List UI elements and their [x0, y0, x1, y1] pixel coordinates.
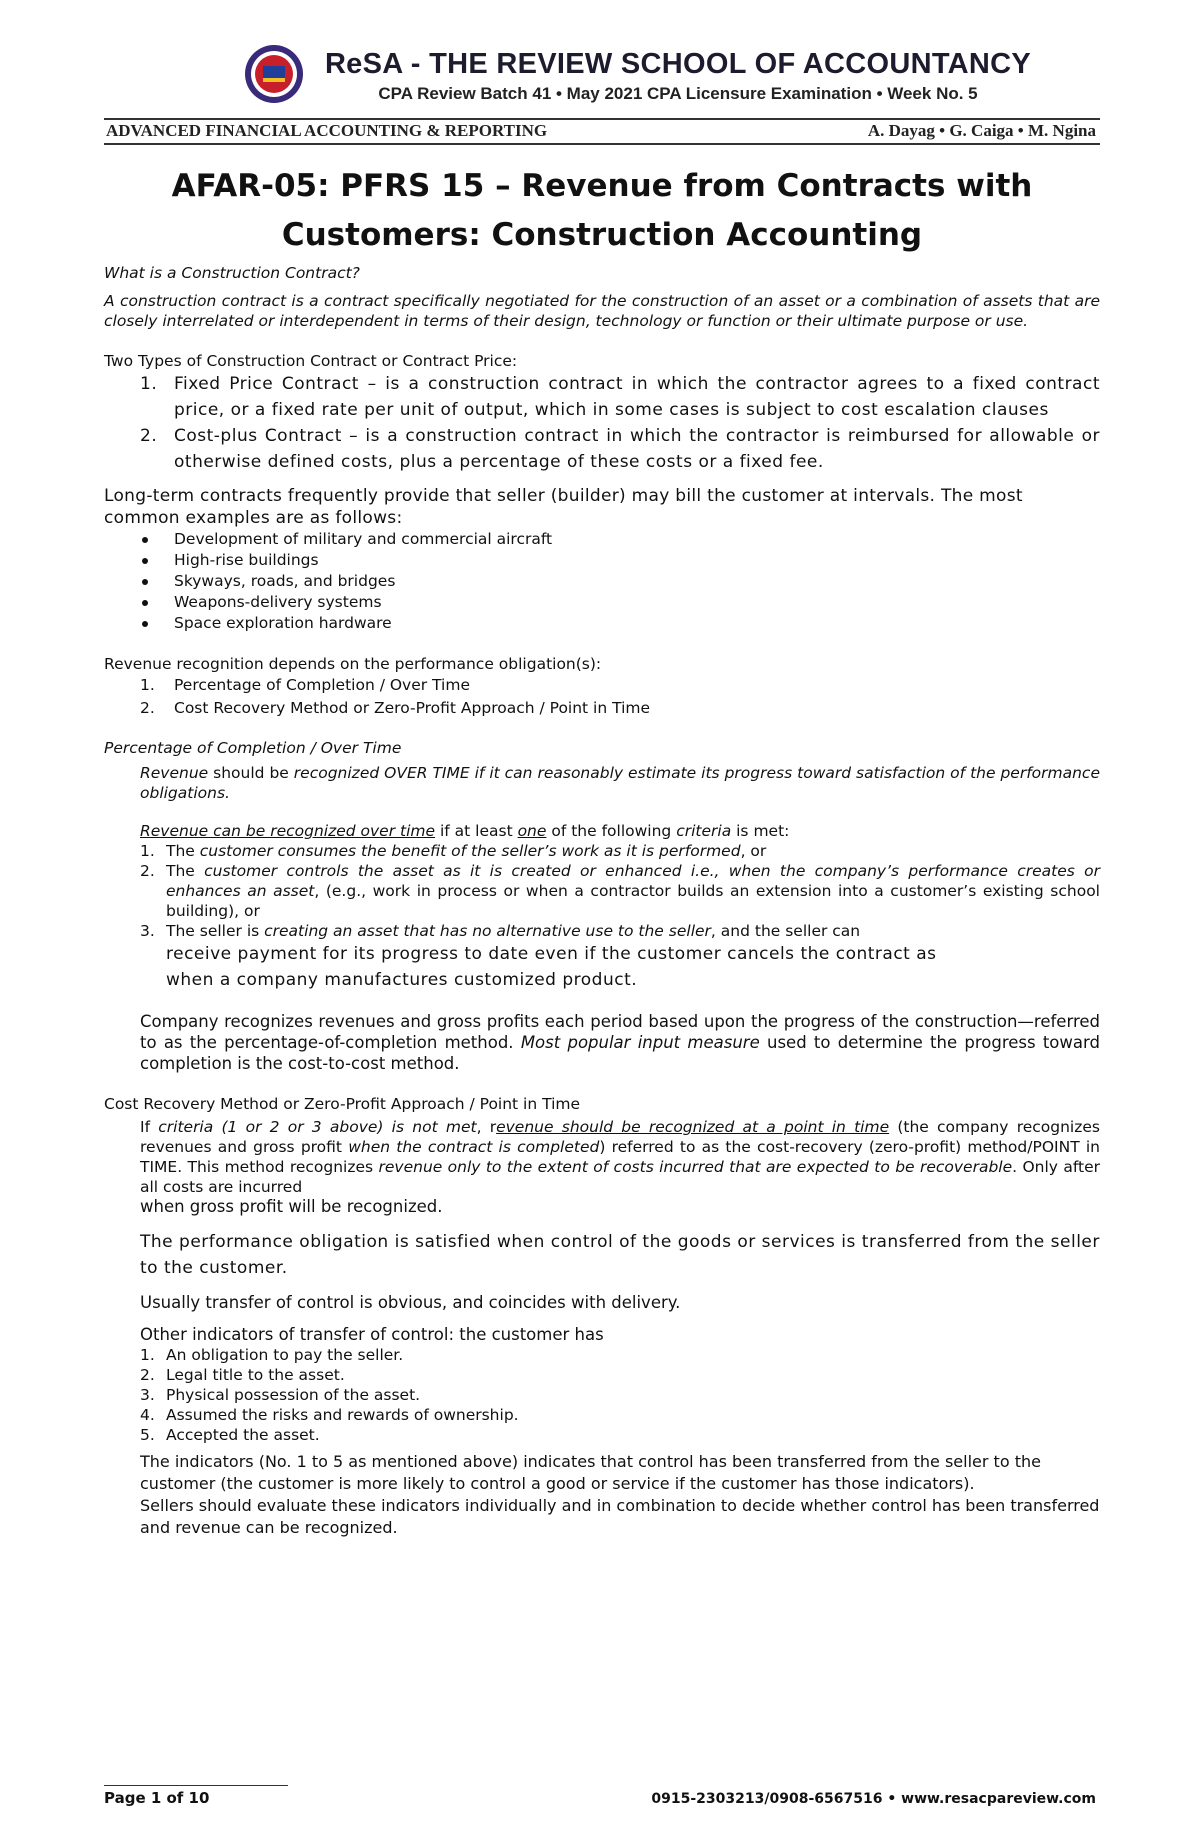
bullet-icon — [142, 600, 148, 606]
indicators-summary: The indicators (No. 1 to 5 as mentioned above) indicates that control has been transferred from the seller to the customer (the customer is more likely to control a good or service if the customer has those indicators). — [140, 1452, 1041, 1493]
list-item — [104, 571, 1100, 592]
document-body — [104, 263, 1100, 1539]
text-run: The seller is — [166, 922, 265, 940]
text-run: evenue should be recognized at a point in time — [496, 1118, 890, 1136]
text-run: creating an asset that has no alternative use to the seller — [264, 922, 711, 940]
list-text: Legal title to the asset. — [166, 1366, 345, 1384]
bullet-icon — [142, 621, 148, 627]
authors-label: A. Dayag • G. Caiga • M. Ngina — [867, 121, 1096, 140]
criteria-intro — [104, 821, 1100, 841]
text-run: , and the seller can — [710, 922, 861, 940]
over-time-heading: Percentage of Completion / Over Time — [104, 739, 402, 757]
text-run: The — [166, 862, 205, 880]
section-construction-contract-heading: What is a Construction Contract? — [104, 264, 360, 282]
list-item — [104, 1425, 1100, 1445]
bullet-icon — [142, 558, 148, 564]
resa-logo-icon — [244, 44, 304, 104]
footer-rule — [104, 1785, 288, 1786]
indicators-list — [104, 1345, 1100, 1445]
list-item — [104, 1365, 1100, 1385]
list-number: 1. — [140, 1346, 155, 1364]
list-number: 3. — [140, 922, 155, 940]
text-run: Company recognizes revenues and gross profits each period based upon the progress of the construction—referred to as the percentage-of-completion method. — [140, 1012, 1100, 1052]
list-text: An obligation to pay the seller. — [166, 1346, 404, 1364]
text-run: revenue only to the extent of costs incurred that are expected to be recoverable — [378, 1158, 1013, 1176]
text-run: . Only after all costs are incurred — [140, 1158, 1101, 1196]
text-run: used to determine the progress toward completion is the cost-to-cost method. — [140, 1033, 1100, 1073]
list-item — [104, 674, 1100, 697]
criteria-list — [104, 841, 1100, 941]
list-number: 2. — [140, 426, 158, 446]
text-run: ) referred to as the cost-recovery (zero-profit) method/POINT in TIME. This method recognizes — [140, 1138, 1100, 1176]
performance-obligation-text: The performance obligation is satisfied when control of the goods or services is transferred from the seller to the customer. — [140, 1232, 1100, 1278]
text-run: , r — [476, 1118, 497, 1136]
list-item — [104, 841, 1100, 861]
title-line-2: Customers: Construction Accounting — [281, 217, 923, 253]
list-item — [104, 613, 1100, 634]
list-text: Development of military and commercial aircraft — [174, 530, 553, 548]
cost-recovery-paragraph — [104, 1117, 1100, 1197]
list-text: Fixed Price Contract – is a construction contract in which the contractor agrees to a fixed contract price, or a fixed rate per unit of output, which in some cases is subject to cost escalation clauses — [174, 374, 1100, 420]
list-text: High-rise buildings — [174, 551, 319, 569]
text-run: should be — [208, 764, 294, 782]
other-indicators-intro: Other indicators of transfer of control: the customer has — [140, 1325, 604, 1344]
revenue-recognition-list — [104, 674, 1100, 720]
examples-bullet-list — [104, 529, 1100, 634]
list-item — [104, 697, 1100, 720]
list-text: Accepted the asset. — [166, 1426, 320, 1444]
text-run: when the contract is completed — [348, 1138, 600, 1156]
document-title — [104, 162, 1100, 260]
text-run: , (e.g., work in process or when a contractor builds an extension into a customer’s existing school building), or — [166, 882, 1100, 920]
list-text: Weapons-delivery systems — [174, 593, 382, 611]
list-item — [104, 550, 1100, 571]
long-term-contracts-text: Long-term contracts frequently provide that seller (builder) may bill the customer at intervals. The most common examples are as follows: — [104, 486, 1023, 528]
list-text: Physical possession of the asset. — [166, 1386, 421, 1404]
org-name: ReSA - THE REVIEW SCHOOL OF ACCOUNTANCY — [324, 48, 1032, 80]
poc-method-paragraph — [104, 1011, 1100, 1074]
contract-types-list — [104, 371, 1100, 475]
subject-label: ADVANCED FINANCIAL ACCOUNTING & REPORTING — [106, 121, 548, 140]
list-item — [104, 1385, 1100, 1405]
text-run: , or — [740, 842, 767, 860]
list-text: Percentage of Completion / Over Time — [174, 676, 470, 694]
point-in-time-heading: Cost Recovery Method or Zero-Profit Approach / Point in Time — [104, 1095, 581, 1113]
text-run: customer consumes the benefit of the seller’s work as it is performed — [199, 842, 741, 860]
text-run: Revenue can be recognized over time — [140, 822, 436, 840]
transfer-of-control-text: Usually transfer of control is obvious, and coincides with delivery. — [140, 1293, 681, 1312]
page-number: Page 1 of 10 — [104, 1789, 210, 1807]
list-item — [104, 529, 1100, 550]
list-item — [104, 592, 1100, 613]
list-number: 5. — [140, 1426, 155, 1444]
text-run: Most popular input measure — [520, 1033, 760, 1052]
list-item — [104, 423, 1100, 475]
list-text: Cost Recovery Method or Zero-Profit Approach / Point in Time — [174, 699, 651, 717]
list-item — [104, 371, 1100, 423]
list-item — [104, 861, 1100, 921]
text-run: (the company recognizes revenues and gross profit — [140, 1118, 1100, 1156]
header-rule-top — [104, 118, 1100, 120]
text-run: customer controls the asset as it is created or enhanced i.e., when the company’s performance creates or enhances an asset — [166, 862, 1100, 900]
list-number: 3. — [140, 1386, 155, 1404]
footer-contact: 0915-2303213/0908-6567516 • www.resacpareview.com — [651, 1791, 1096, 1807]
list-item — [104, 1405, 1100, 1425]
cost-recovery-continuation: when gross profit will be recognized. — [140, 1197, 443, 1216]
text-run: one — [517, 822, 547, 840]
over-time-paragraph — [104, 763, 1100, 803]
evaluate-indicators-text: Sellers should evaluate these indicators individually and in combination to decide whether control has been transferred and revenue can be recognized. — [140, 1496, 1100, 1537]
list-number: 1. — [140, 842, 155, 860]
list-number: 2. — [140, 1366, 155, 1384]
list-text: Space exploration hardware — [174, 614, 392, 632]
list-number: 2. — [140, 862, 155, 880]
text-run: criteria (1 or 2 or 3 above) is not met — [158, 1118, 477, 1136]
list-text: Cost-plus Contract – is a construction contract in which the contractor is reimbursed for allowable or otherwise defined costs, plus a percentage of these costs or a fixed fee. — [174, 426, 1100, 472]
org-subtitle: CPA Review Batch 41 • May 2021 CPA Licensure Examination • Week No. 5 — [378, 84, 978, 103]
revenue-recognition-heading: Revenue recognition depends on the performance obligation(s): — [104, 655, 602, 673]
text-run: of the following — [546, 822, 677, 840]
list-number: 2. — [140, 699, 155, 717]
text-run: is met: — [731, 822, 790, 840]
list-item — [104, 921, 1100, 941]
text-run: Revenue — [140, 764, 209, 782]
list-text: Assumed the risks and rewards of ownership. — [166, 1406, 519, 1424]
text-run: If — [140, 1118, 159, 1136]
criteria-3-continuation: receive payment for its progress to date even if the customer cancels the contract as when a company manufactures customized product. — [166, 944, 937, 990]
list-item — [104, 1345, 1100, 1365]
text-run: if at least — [435, 822, 518, 840]
list-number: 4. — [140, 1406, 155, 1424]
bullet-icon — [142, 579, 148, 585]
bullet-icon — [142, 537, 148, 543]
list-number: 1. — [140, 676, 155, 694]
list-number: 1. — [140, 374, 158, 394]
text-run: recognized OVER TIME if it can reasonably estimate its progress toward satisfaction of the performance obligations. — [140, 764, 1100, 802]
header-rule-bottom — [104, 143, 1100, 145]
text-run: The — [166, 842, 200, 860]
title-line-1: AFAR-05: PFRS 15 – Revenue from Contracts with — [171, 168, 1033, 204]
list-text: Skyways, roads, and bridges — [174, 572, 396, 590]
construction-contract-definition: A construction contract is a contract specifically negotiated for the construction of an asset or a combination of assets that are closely interrelated or interdependent in terms of their design, technology or function or their ultimate purpose or use. — [104, 292, 1100, 330]
contract-types-heading: Two Types of Construction Contract or Contract Price: — [104, 352, 518, 370]
text-run: criteria — [676, 822, 732, 840]
